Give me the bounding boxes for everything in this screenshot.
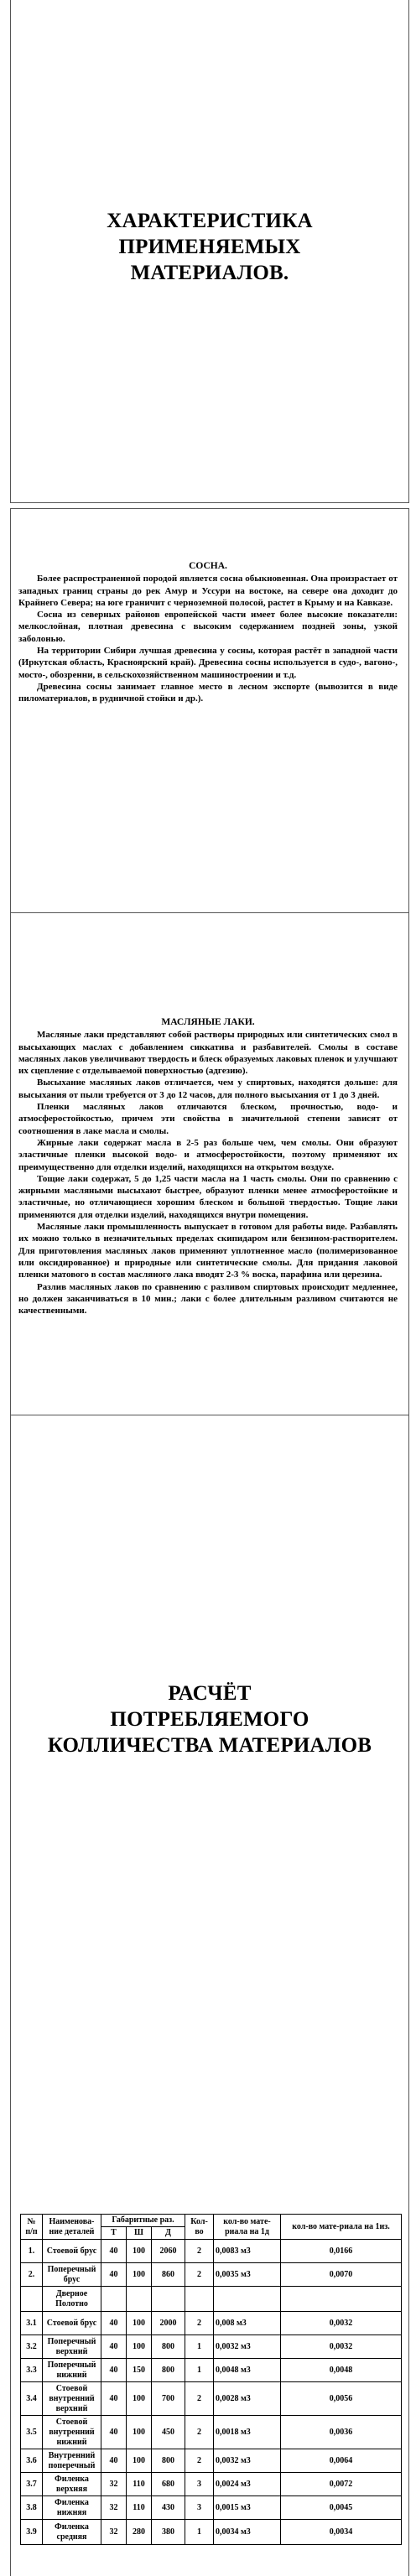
table-row xyxy=(21,2382,402,2416)
cell-name: Внутренний поперечный xyxy=(43,2449,101,2473)
cell-count: 1 xyxy=(185,2335,214,2359)
calc-title-line: ПОТРЕБЛЯЕМОГО xyxy=(110,1708,309,1731)
cell-qty-per-item xyxy=(281,2287,402,2312)
cell-number: 1. xyxy=(21,2240,43,2263)
cell-qty-per-item: 0,0056 xyxy=(281,2382,402,2416)
col-header-qty-per-item: кол-во мате-риала на 1из. xyxy=(281,2215,402,2240)
cell-thickness xyxy=(101,2287,127,2312)
table-row xyxy=(21,2287,402,2312)
col-header-name: Наименова-ние деталей xyxy=(43,2215,101,2240)
cell-length: 2000 xyxy=(152,2312,185,2335)
cell-number: 3.3 xyxy=(21,2359,43,2382)
col-header-number: № п/п xyxy=(21,2215,43,2240)
cell-qty-per-item: 0,0045 xyxy=(281,2496,402,2520)
cell-qty-per-part: 0,0048 м3 xyxy=(214,2359,281,2382)
cell-name: Филенка верхняя xyxy=(43,2473,101,2496)
pine-paragraph: Более распространенной породой является сосна обыкновенная. Она произрастает от западных границ страны до рек Амур и Уссури на востоке, на севере она доходит до Крайнего Севера; на юге граничит с черноземной полосой, растет в Крыму и на Кавказе. xyxy=(18,574,398,608)
table-row xyxy=(21,2520,402,2545)
cell-qty-per-item: 0,0064 xyxy=(281,2449,402,2473)
cell-number: 3.1 xyxy=(21,2312,43,2335)
cell-count: 2 xyxy=(185,2312,214,2335)
materials-table xyxy=(20,2214,402,2545)
pine-paragraph: Сосна из северных районов европейской части имеет более высокие показатели: мелкослойная, плотная древесина с высоким содержанием поздней зоны, узкой заболонью. xyxy=(18,610,398,644)
cell-thickness: 40 xyxy=(101,2449,127,2473)
cell-name: Стоевой внутренний нижний xyxy=(43,2416,101,2449)
oil-varnish-heading: МАСЛЯНЫЕ ЛАКИ. xyxy=(161,1017,255,1027)
cell-qty-per-item: 0,0032 xyxy=(281,2312,402,2335)
cell-qty-per-part: 0,0032 м3 xyxy=(214,2335,281,2359)
cell-count: 2 xyxy=(185,2449,214,2473)
cell-number: 3.5 xyxy=(21,2416,43,2449)
cell-qty-per-part: 0,0018 м3 xyxy=(214,2416,281,2449)
col-header-width: Ш xyxy=(127,2227,152,2240)
pine-paragraph: Древесина сосны занимает главное место в лесном экспорте (вывозится в виде пиломатериалов, в рудничной стойки и др.). xyxy=(18,681,398,704)
cell-count xyxy=(185,2287,214,2312)
cell-width: 100 xyxy=(127,2263,152,2287)
cell-name: Стоевой брус xyxy=(43,2240,101,2263)
cell-qty-per-part: 0,0028 м3 xyxy=(214,2382,281,2416)
cell-count: 1 xyxy=(185,2359,214,2382)
cell-width: 110 xyxy=(127,2496,152,2520)
materials-title-line: МАТЕРИАЛОВ. xyxy=(130,262,289,284)
cell-qty-per-item: 0,0070 xyxy=(281,2263,402,2287)
cell-thickness: 40 xyxy=(101,2335,127,2359)
pine-section xyxy=(18,560,398,705)
cell-number: 3.8 xyxy=(21,2496,43,2520)
table-row xyxy=(21,2312,402,2335)
table-body xyxy=(21,2240,402,2545)
cell-width: 100 xyxy=(127,2335,152,2359)
pine-heading: СОСНА. xyxy=(189,561,227,571)
cell-qty-per-part: 0,0034 м3 xyxy=(214,2520,281,2545)
cell-name: Стоевой внутренний верхний xyxy=(43,2382,101,2416)
oil-varnish-paragraph: Масляные лаки представляют собой растворы природных или синтетических смол в высыхающих маслах с добавлением сиккатива и разбавителей. Смолы в составе масляных лаков увеличивают твердость и блеск образуемых лаковых пленок и улучшают их сцепление с отделываемой поверхностью (адгезию). xyxy=(18,1030,398,1077)
table-header-row xyxy=(21,2215,402,2227)
cell-qty-per-part: 0,008 м3 xyxy=(214,2312,281,2335)
cell-thickness: 32 xyxy=(101,2473,127,2496)
materials-title-line: ХАРАКТЕРИСТИКА xyxy=(107,210,313,232)
cell-length: 2060 xyxy=(152,2240,185,2263)
cell-name: Стоевой брус xyxy=(43,2312,101,2335)
cell-qty-per-part: 0,0024 м3 xyxy=(214,2473,281,2496)
cell-thickness: 40 xyxy=(101,2382,127,2416)
materials-title-line: ПРИМЕНЯЕМЫХ xyxy=(118,236,301,258)
cell-width: 110 xyxy=(127,2473,152,2496)
cell-number: 3.7 xyxy=(21,2473,43,2496)
col-header-thickness: Т xyxy=(101,2227,127,2240)
cell-number: 3.2 xyxy=(21,2335,43,2359)
cell-width: 150 xyxy=(127,2359,152,2382)
cell-count: 2 xyxy=(185,2416,214,2449)
cell-qty-per-part xyxy=(214,2287,281,2312)
cell-thickness: 40 xyxy=(101,2263,127,2287)
oil-varnish-paragraph: Масляные лаки промышленность выпускает в готовом для работы виде. Разбавлять их можно только в незначительных пределах скипидаром или бензином-растворителем. Для приготовления масляных лаков применяют уплотненное масло (полимеризованное или оксидированное) и природные или синтетические смолы. Для придания лаковой пленки матового в состав масляного лака вводят 2-3 % воска, парафина или церезина. xyxy=(18,1222,398,1280)
cell-thickness: 40 xyxy=(101,2416,127,2449)
cell-length: 380 xyxy=(152,2520,185,2545)
cell-qty-per-item: 0,0166 xyxy=(281,2240,402,2263)
col-header-qty-per-part: кол-во мате-риала на 1д xyxy=(214,2215,281,2240)
cell-qty-per-part: 0,0032 м3 xyxy=(214,2449,281,2473)
cell-length: 800 xyxy=(152,2359,185,2382)
oil-varnish-paragraph: Высыхание масляных лаков отличается, чем у спиртовых, находятся дольше: для высыхания от пыли требуется от 3 до 12 часов, для полного высыхания от 1 до 3 дней. xyxy=(18,1078,398,1100)
cell-name: Дверное Полотно xyxy=(43,2287,101,2312)
pine-paragraph: На территории Сибири лучшая древесина у сосны, которая растёт в западной части (Иркутская область, Красноярский край). Древесина сосны используется в судо-, вагоно-, мосто-, обозренни, в сельскохозяйственном машиностроении и т.д. xyxy=(18,646,398,680)
col-header-length: Д xyxy=(152,2227,185,2240)
cell-thickness: 40 xyxy=(101,2240,127,2263)
cell-length xyxy=(152,2287,185,2312)
col-header-count: Кол-во xyxy=(185,2215,214,2240)
cell-number xyxy=(21,2287,43,2312)
table-row xyxy=(21,2449,402,2473)
table-row xyxy=(21,2359,402,2382)
cell-count: 3 xyxy=(185,2473,214,2496)
cell-length: 800 xyxy=(152,2335,185,2359)
cell-count: 2 xyxy=(185,2382,214,2416)
cell-qty-per-item: 0,0034 xyxy=(281,2520,402,2545)
cell-count: 3 xyxy=(185,2496,214,2520)
cell-qty-per-part: 0,0035 м3 xyxy=(214,2263,281,2287)
cell-thickness: 40 xyxy=(101,2312,127,2335)
oil-varnish-paragraph: Пленки масляных лаков отличаются блеском, прочностью, водо- и атмосферостойкостью, причем эти свойства в значительной степени зависят от соотношения в лаке масла и смолы. xyxy=(18,1102,398,1136)
cell-number: 2. xyxy=(21,2263,43,2287)
cell-length: 700 xyxy=(152,2382,185,2416)
cell-qty-per-item: 0,0072 xyxy=(281,2473,402,2496)
cell-name: Филенка средняя xyxy=(43,2520,101,2545)
cell-thickness: 32 xyxy=(101,2496,127,2520)
table-row xyxy=(21,2496,402,2520)
cell-count: 2 xyxy=(185,2240,214,2263)
cell-qty-per-item: 0,0036 xyxy=(281,2416,402,2449)
cell-number: 3.9 xyxy=(21,2520,43,2545)
oil-varnish-paragraph: Тощие лаки содержат, 5 до 1,25 части масла на 1 часть смолы. Они по сравнению с жирными масляными высыхают быстрее, образуют пленки менее атмосферостойкие и эластичные, но отличающиеся хорошим блеском и большой твердостью. Тощие лаки применяются для отделки изделий, находящихся внутри помещения. xyxy=(18,1173,398,1220)
oil-varnish-section xyxy=(18,1016,398,1317)
table-row xyxy=(21,2416,402,2449)
cell-width: 100 xyxy=(127,2240,152,2263)
oil-varnish-paragraph: Жирные лаки содержат масла в 2-5 раз больше чем, чем смолы. Они образуют эластичные пленки высокой водо- и атмосферостойкости, поэтому применяют их преимущественно для отделки изделий, находящихся на открытом воздухе. xyxy=(18,1137,398,1172)
cell-name: Поперечный брус xyxy=(43,2263,101,2287)
cell-length: 860 xyxy=(152,2263,185,2287)
cell-name: Поперечный нижний xyxy=(43,2359,101,2382)
cell-qty-per-item: 0,0032 xyxy=(281,2335,402,2359)
oil-varnish-paragraph: Разлив масляных лаков по сравнению с разливом спиртовых происходит медленнее, но должен заканчиваться в 10 мин.; лаки с более длительным разливом считаются не качественными. xyxy=(18,1281,398,1317)
cell-qty-per-part: 0,0015 м3 xyxy=(214,2496,281,2520)
cell-length: 680 xyxy=(152,2473,185,2496)
cell-name: Поперечный верхний xyxy=(43,2335,101,2359)
cell-width: 100 xyxy=(127,2312,152,2335)
materials-title xyxy=(50,208,369,286)
calc-title xyxy=(34,1680,386,1758)
cell-width: 100 xyxy=(127,2416,152,2449)
cell-name: Филенка нижняя xyxy=(43,2496,101,2520)
cell-length: 800 xyxy=(152,2449,185,2473)
cell-width: 280 xyxy=(127,2520,152,2545)
table-row xyxy=(21,2263,402,2287)
calc-title-line: КОЛЛИЧЕСТВА МАТЕРИАЛОВ xyxy=(47,1734,372,1757)
cell-width xyxy=(127,2287,152,2312)
cell-length: 430 xyxy=(152,2496,185,2520)
cell-number: 3.6 xyxy=(21,2449,43,2473)
calc-title-line: РАСЧЁТ xyxy=(168,1682,252,1705)
cell-qty-per-part: 0,0083 м3 xyxy=(214,2240,281,2263)
cell-thickness: 32 xyxy=(101,2520,127,2545)
cell-count: 2 xyxy=(185,2263,214,2287)
cell-qty-per-item: 0,0048 xyxy=(281,2359,402,2382)
table-row xyxy=(21,2335,402,2359)
cell-count: 1 xyxy=(185,2520,214,2545)
table-row xyxy=(21,2240,402,2263)
cell-thickness: 40 xyxy=(101,2359,127,2382)
cell-width: 100 xyxy=(127,2449,152,2473)
cell-number: 3.4 xyxy=(21,2382,43,2416)
cell-length: 450 xyxy=(152,2416,185,2449)
col-header-dimensions: Габаритные раз. xyxy=(101,2215,185,2227)
cell-width: 100 xyxy=(127,2382,152,2416)
table-row xyxy=(21,2473,402,2496)
